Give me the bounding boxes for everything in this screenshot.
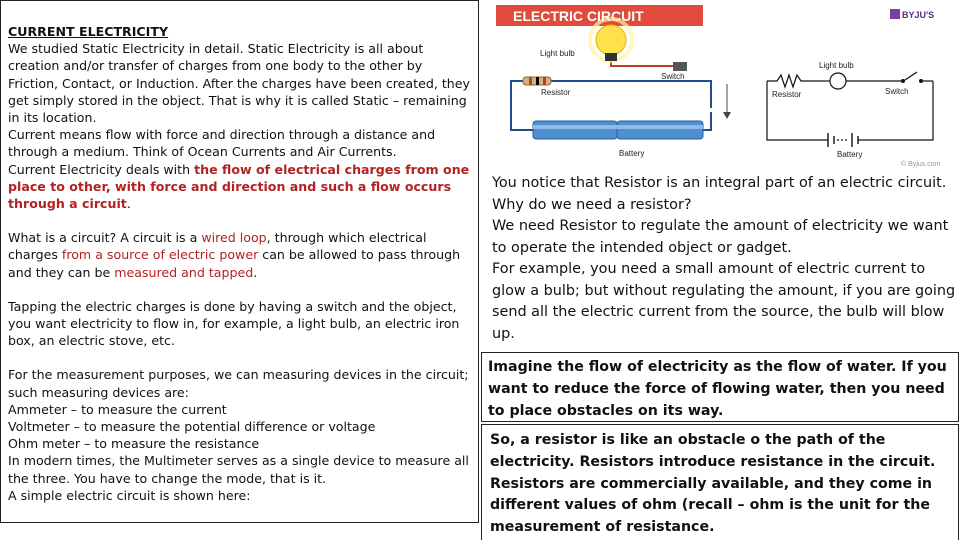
battery-cell-2	[617, 121, 703, 139]
ammeter-line: Ammeter – to measure the current	[8, 401, 227, 417]
schem-bulb-icon	[830, 73, 846, 89]
wire-right	[551, 81, 711, 108]
schem-label-switch: Switch	[885, 87, 909, 96]
multimeter-line: In modern times, the Multimeter serves as a single device to measure all the three. You have to change the mode, that is it.	[8, 453, 469, 486]
ohm-meter-line: Ohm meter – to measure the resistance	[8, 436, 260, 452]
bulb-base	[605, 53, 617, 61]
light-bulb-icon	[596, 25, 626, 55]
brand-name: BYJU'S	[902, 10, 935, 20]
brand-logo-icon	[890, 9, 900, 19]
water-analogy-box	[481, 352, 959, 422]
electric-circuit-diagram	[493, 0, 960, 170]
battery-shine	[533, 125, 703, 129]
resistor-band-1	[529, 77, 532, 85]
para-current: Current means flow with force and direction through a distance and through a medium. Think of Ocean Currents and Air Currents.	[8, 127, 436, 160]
diagram-title: ELECTRIC CIRCUIT	[513, 8, 644, 24]
para-current-electricity: Current Electricity deals with the flow of electrical charges from one place to other, with force and direction and such a flow occurs through a circuit.	[8, 161, 470, 212]
battery-cell-1	[533, 121, 617, 139]
para-circuit: What is a circuit? A circuit is a wired loop, through which electrical charges from a source of electric power can be allowed to pass through and they can be measured and tapped.	[8, 230, 461, 280]
para-static: We studied Static Electricity in detail. Static Electricity is all about creation and/or transfer of charges from one body to the other by Friction, Contact, or Induction. After the charges have been created, they get simply stored in the object. That is why it is called Static – remaining in its location.	[8, 41, 470, 126]
label-battery: Battery	[619, 149, 645, 158]
arrow-head-icon	[723, 112, 731, 119]
watermark: © Byjus.com	[901, 161, 941, 168]
resistor-obstacle-box	[481, 424, 959, 540]
schem-label-resistor: Resistor	[772, 90, 802, 99]
schem-resistor-icon	[767, 75, 822, 87]
para-tapping: Tapping the electric charges is done by having a switch and the object, you want electricity to flow in, for example, a light bulb, an electric iron box, an electric stove, etc.	[8, 298, 460, 349]
current-electricity-panel	[0, 0, 479, 523]
voltmeter-line: Voltmeter – to measure the potential difference or voltage	[8, 419, 376, 435]
label-resistor: Resistor	[541, 88, 571, 97]
resistor-line-4: For example, you need a small amount of electric current to glow a bulb; but without regulating the amount, if you are going send all the electric current from the source, the bulb will blow up.	[492, 261, 956, 342]
schem-switch-contact-1	[901, 79, 905, 83]
schem-label-light-bulb: Light bulb	[819, 61, 854, 70]
resistor-band-2	[536, 77, 539, 85]
water-analogy-text: Imagine the flow of electricity as the flow of water. If you want to reduce the force of flowing water, then you need to place obstacles on its way.	[488, 359, 947, 419]
schem-switch-icon	[905, 72, 917, 80]
resistor-band-3	[543, 77, 546, 85]
label-light-bulb: Light bulb	[540, 49, 575, 58]
label-switch: Switch	[661, 72, 685, 81]
para-measure: For the measurement purposes, we can measuring devices in the circuit; such measuring devices are:	[8, 367, 469, 400]
circuit-svg	[493, 0, 960, 170]
schem-label-battery: Battery	[837, 150, 863, 159]
resistor-line-1: You notice that Resistor is an integral part of an electric circuit.	[492, 175, 947, 191]
resistor-obstacle-text: So, a resistor is like an obstacle o the path of the electricity. Resistors introduce resistance in the circuit. Resistors are commercially available, and they come in different values of ohm (recall – ohm is the unit for the measurement of resistance.	[490, 432, 936, 536]
resistor-line-3: We need Resistor to regulate the amount of electricity we want to operate the intended object or gadget.	[492, 218, 949, 256]
resistor-explanation	[492, 173, 958, 345]
heading: CURRENT ELECTRICITY	[8, 24, 169, 39]
resistor-line-2: Why do we need a resistor?	[492, 196, 692, 213]
simple-circuit-line: A simple electric circuit is shown here:	[8, 487, 251, 503]
wire-left	[511, 81, 533, 130]
switch-icon	[673, 62, 687, 71]
schem-switch-contact-2	[919, 79, 923, 83]
wire-battery	[703, 112, 711, 130]
